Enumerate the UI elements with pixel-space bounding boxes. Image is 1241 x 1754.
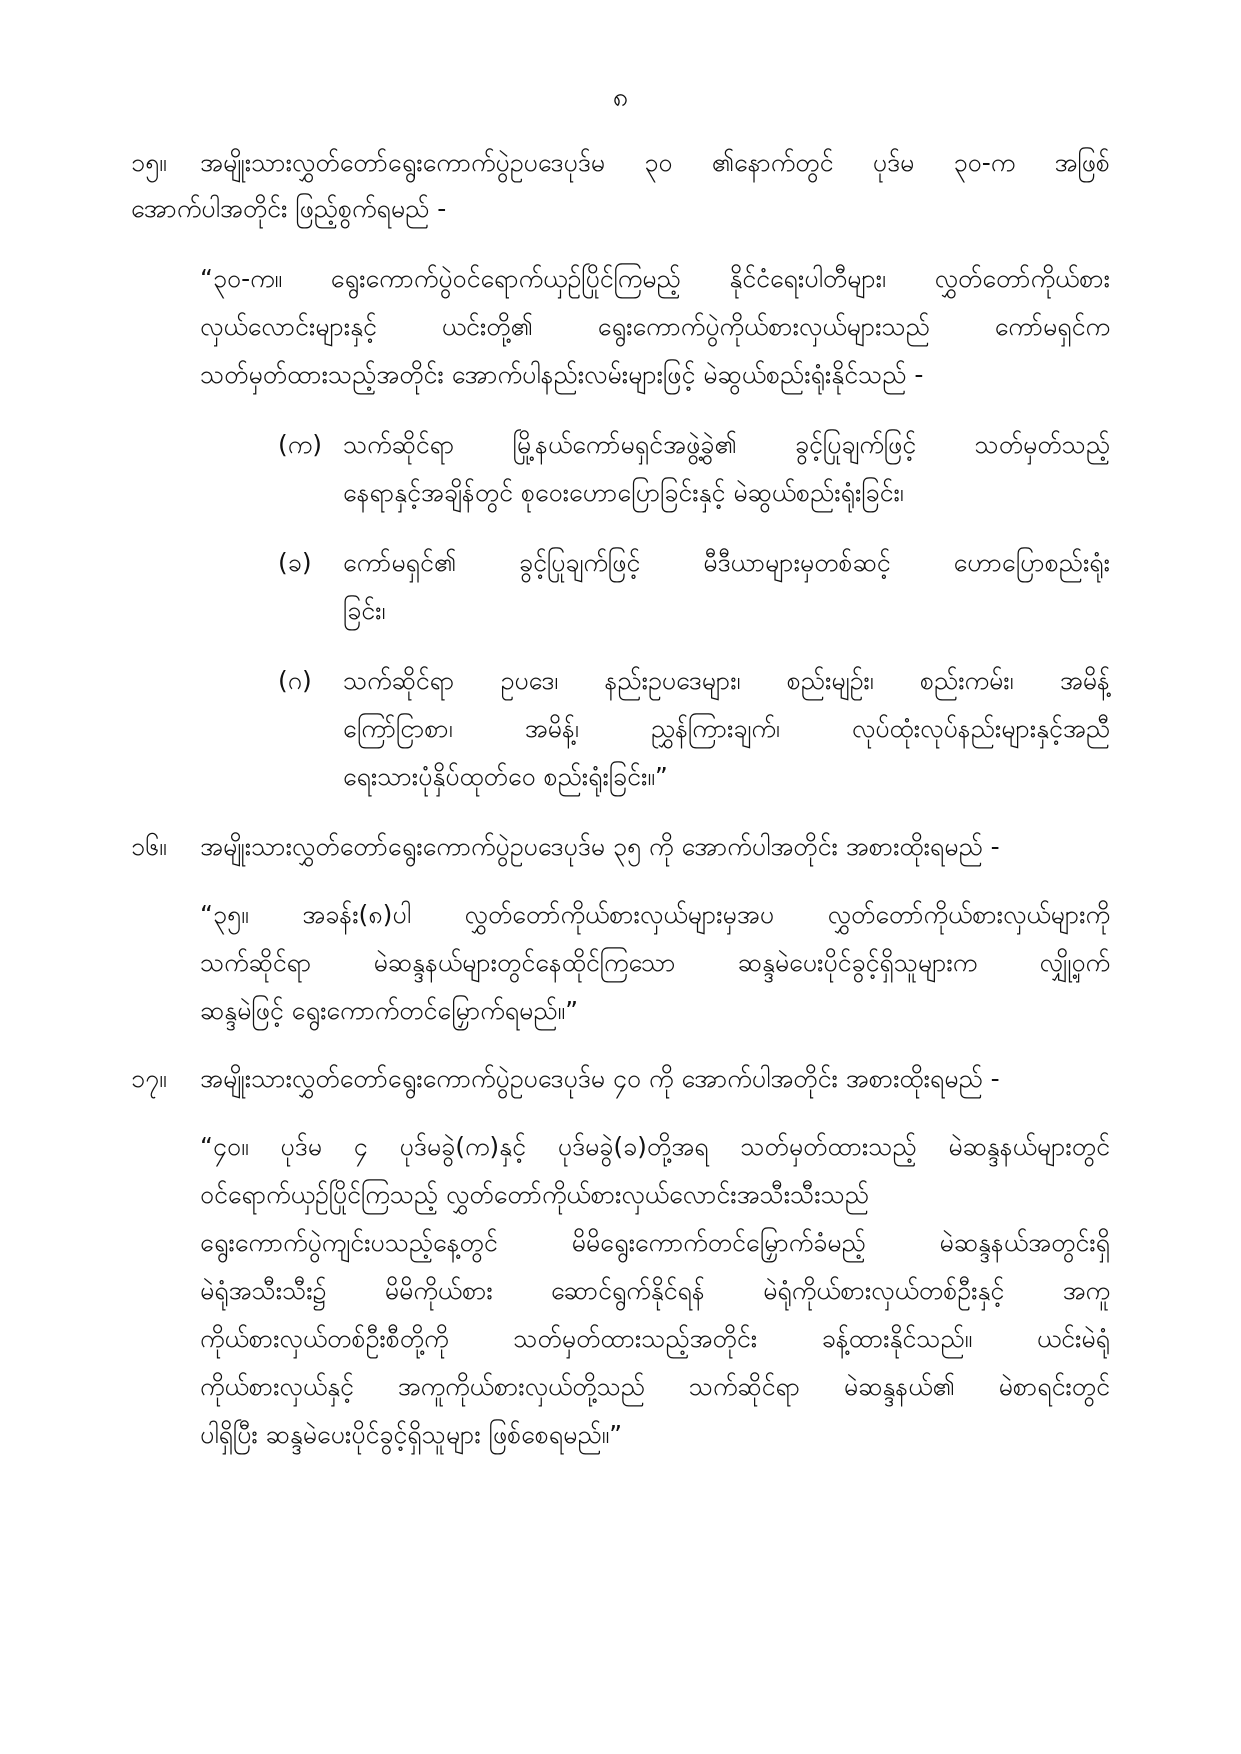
section-16-line-1: အမျိုးသားလွှတ်တော်ရွေးကောက်ပွဲဥပဒေပုဒ်မ ၃၅ ကို အောက်ပါအတိုင်း အစားထိုးရမည် - [200,832,1000,861]
section-16-quote-line-2: သက်ဆိုင်ရာ မဲဆန္ဒနယ်များတွင်နေထိုင်ကြသော ဆန္ဒမဲပေးပိုင်ခွင့်ရှိသူများက လျှို့ဝှက် [200,948,1110,977]
section-number-16: ၁၆။ [131,832,167,861]
section-15-quote-line-1: “၃၀-က။ ရွေးကောက်ပွဲဝင်ရောက်ယှဉ်ပြိုင်ကြမည့် နိုင်ငံရေးပါတီများ၊ လွှတ်တော်ကိုယ်စား [200,264,1110,293]
section-17-quote-line-2: ဝင်ရောက်ယှဉ်ပြိုင်ကြသည့် လွှတ်တော်ကိုယ်စားလှယ်လောင်းအသီးသီးသည် [200,1180,869,1209]
item-kha-marker: (ခ) [278,548,312,577]
section-17-quote-line-5: ကိုယ်စားလှယ်တစ်ဦးစီတို့ကို သတ်မှတ်ထားသည့်အတိုင်း ခန့်ထားနိုင်သည်။ ယင်းမဲရုံ [200,1324,1110,1353]
section-17-quote-line-6: ကိုယ်စားလှယ်နှင့် အကူကိုယ်စားလှယ်တို့သည် သက်ဆိုင်ရာ မဲဆန္ဒနယ်၏ မဲစာရင်းတွင် [200,1372,1110,1401]
section-17-quote-line-3: ရွေးကောက်ပွဲကျင်းပသည့်နေ့တွင် မိမိရွေးကောက်တင်မြှောက်ခံမည့် မဲဆန္ဒနယ်အတွင်းရှိ [200,1228,1110,1257]
item-ka-line-2: နေရာနှင့်အချိန်တွင် စုဝေးဟောပြောခြင်းနှင့် မဲဆွယ်စည်းရုံးခြင်း၊ [343,478,904,507]
page-number: ၈ [612,82,629,113]
section-17-line-1: အမျိုးသားလွှတ်တော်ရွေးကောက်ပွဲဥပဒေပုဒ်မ ၄၀ ကို အောက်ပါအတိုင်း အစားထိုးရမည် - [200,1064,1000,1093]
item-kha-line-1: ကော်မရှင်၏ ခွင့်ပြုချက်ဖြင့် မီဒီယာများမှတစ်ဆင့် ဟောပြောစည်းရုံး [343,548,1110,577]
section-15-line-1: အမျိုးသားလွှတ်တော်ရွေးကောက်ပွဲဥပဒေပုဒ်မ ၃၀ ၏နောက်တွင် ပုဒ်မ ၃၀-က အဖြစ် [200,148,1110,177]
section-15-quote-line-3: သတ်မှတ်ထားသည့်အတိုင်း အောက်ပါနည်းလမ်းများဖြင့် မဲဆွယ်စည်းရုံးနိုင်သည် - [200,360,924,389]
item-ga-line-2: ကြော်ငြာစာ၊ အမိန့်၊ ညွှန်ကြားချက်၊ လုပ်ထုံးလုပ်နည်းများနှင့်အညီ [343,714,1110,743]
section-16-quote-line-1: “၃၅။ အခန်း(၈)ပါ လွှတ်တော်ကိုယ်စားလှယ်များမှအပ လွှတ်တော်ကိုယ်စားလှယ်များကို [200,900,1110,929]
section-17-quote-line-4: မဲရုံအသီးသီး၌ မိမိကိုယ်စား ဆောင်ရွက်နိုင်ရန် မဲရုံကိုယ်စားလှယ်တစ်ဦးနှင့် အကူ [200,1276,1110,1305]
section-17-quote-line-7: ပါရှိပြီး ဆန္ဒမဲပေးပိုင်ခွင့်ရှိသူများ ဖြစ်စေရမည်။” [200,1420,623,1449]
section-16-quote-line-3: ဆန္ဒမဲဖြင့် ရွေးကောက်တင်မြှောက်ရမည်။” [200,996,579,1025]
section-number-15: ၁၅။ [131,148,167,177]
section-15-quote-line-2: လှယ်လောင်းများနှင့် ယင်းတို့၏ ရွေးကောက်ပွဲကိုယ်စားလှယ်များသည် ကော်မရှင်က [200,312,1110,341]
item-ga-line-3: ရေးသားပုံနှိပ်ထုတ်ဝေ စည်းရုံးခြင်း။” [343,762,668,791]
section-15-line-2: အောက်ပါအတိုင်း ဖြည့်စွက်ရမည် - [131,194,447,223]
item-ka-line-1: သက်ဆိုင်ရာ မြို့နယ်ကော်မရှင်အဖွဲ့ခွဲ၏ ခွင့်ပြုချက်ဖြင့် သတ်မှတ်သည့် [343,430,1110,459]
item-kha-line-2: ခြင်း၊ [343,596,386,625]
item-ga-marker: (ဂ) [278,666,312,695]
section-17-quote-line-1: “၄၀။ ပုဒ်မ ၄ ပုဒ်မခွဲ(က)နှင့် ပုဒ်မခွဲ(ခ)တို့အရ သတ်မှတ်ထားသည့် မဲဆန္ဒနယ်များတွင် [200,1132,1110,1161]
item-ga-line-1: သက်ဆိုင်ရာ ဥပဒေ၊ နည်းဥပဒေများ၊ စည်းမျဉ်း၊ စည်းကမ်း၊ အမိန့် [343,666,1110,695]
section-number-17: ၁၇။ [131,1064,167,1093]
item-ka-marker: (က) [278,430,322,459]
